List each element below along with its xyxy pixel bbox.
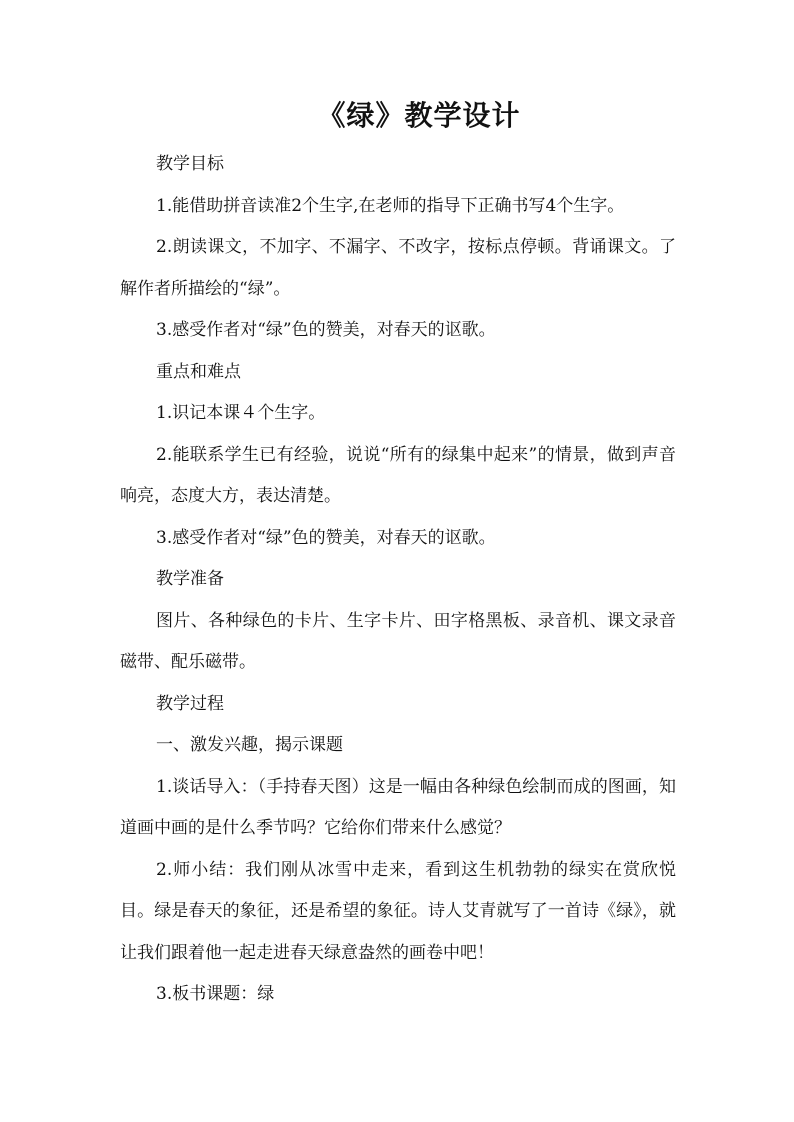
document-title: 《绿》教学设计 — [317, 99, 521, 132]
paragraph: 1.能借助拼音读准2个生字,在老师的指导下正确书写4个生字。 — [156, 195, 625, 216]
section-heading: 重点和难点 — [156, 361, 241, 382]
paragraph: 1.识记本课４个生字。 — [156, 403, 326, 423]
section-process — [120, 684, 676, 1016]
paragraph: 2.朗读课文，不加字、不漏字、不改字，按标点停顿。背诵课文。了解作者所描绘的“绿”。 — [120, 237, 676, 299]
section-key-points — [120, 352, 676, 560]
section-heading: 教学准备 — [156, 569, 224, 589]
paragraph: 3.板书课题：绿 — [156, 984, 275, 1004]
paragraph: 3.感受作者对“绿”色的赞美，对春天的讴歌。 — [156, 527, 496, 548]
section-heading: 教学过程 — [156, 693, 224, 714]
section-objectives — [120, 144, 676, 352]
paragraph: 1.谈话导入：（手持春天图）这是一幅由各种绿色绘制而成的图画，知道画中画的是什么季节吗？它给你们带来什么感觉？ — [120, 776, 676, 838]
section-heading: 教学目标 — [156, 154, 224, 174]
paragraph: 3.感受作者对“绿”色的赞美，对春天的讴歌。 — [156, 320, 496, 340]
section-preparation — [120, 559, 676, 684]
paragraph: 2.能联系学生已有经验，说说“所有的绿集中起来”的情景，做到声音响亮，态度大方，表达清楚。 — [120, 444, 676, 506]
document-page — [120, 96, 676, 1016]
paragraph: 图片、各种绿色的卡片、生字卡片、田字格黑板、录音机、课文录音磁带、配乐磁带。 — [120, 610, 676, 672]
paragraph: 一、激发兴趣，揭示课题 — [156, 735, 343, 755]
paragraph: 2.师小结：我们刚从冰雪中走来，看到这生机勃勃的绿实在赏欣悦目。绿是春天的象征，还是希望的象征。诗人艾青就写了一首诗《绿》，就让我们跟着他一起走进春天绿意盎然的画卷中吧！ — [120, 859, 676, 963]
